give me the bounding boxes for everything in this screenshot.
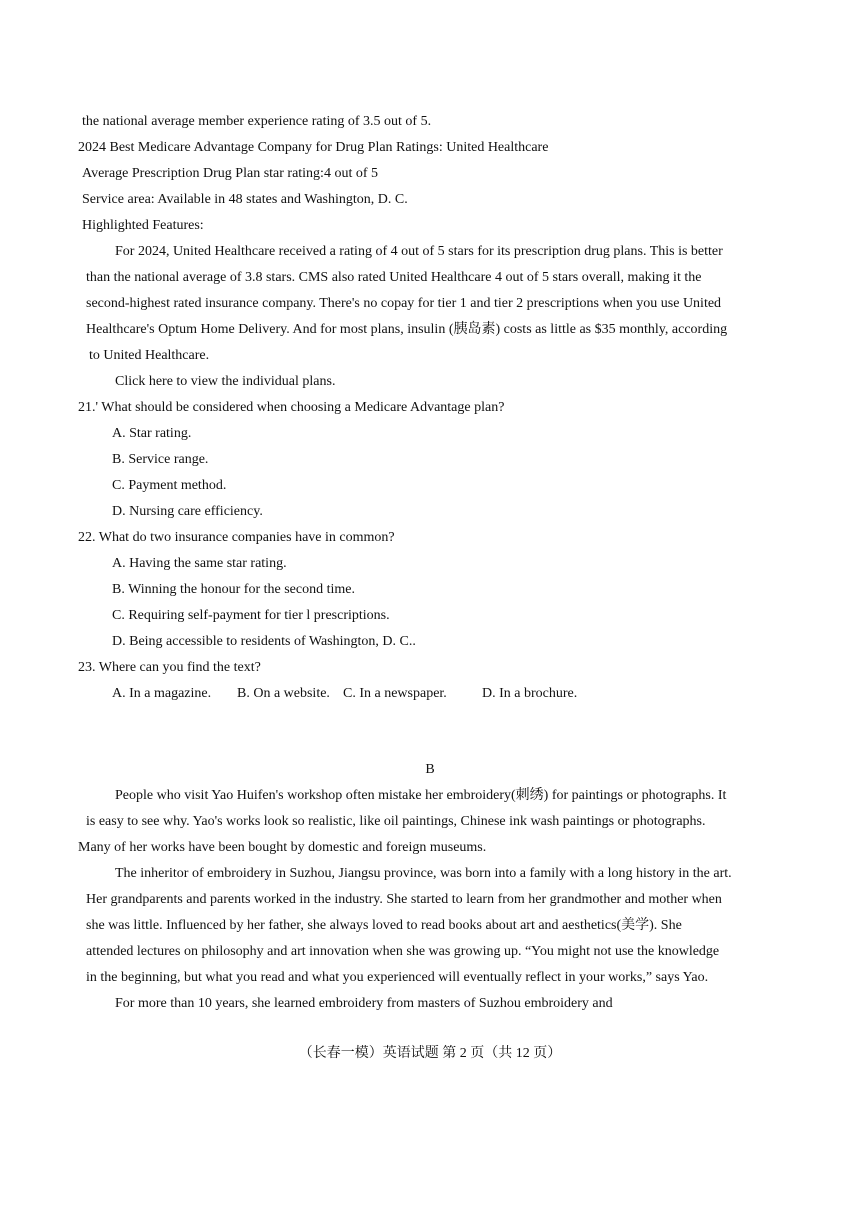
question-21-option-a: A. Star rating. bbox=[112, 426, 192, 441]
question-23-stem: 23. Where can you find the text? bbox=[78, 660, 261, 675]
question-22-option-c: C. Requiring self-payment for tier l prescriptions. bbox=[112, 608, 390, 623]
passage-a-line-4: Service area: Available in 48 states and Washington, D. C. bbox=[82, 192, 408, 207]
passage-a-line-3: Average Prescription Drug Plan star rating:4 out of 5 bbox=[82, 166, 379, 181]
question-23-option-d: D. In a brochure. bbox=[482, 686, 578, 701]
question-22-option-b: B. Winning the honour for the second time. bbox=[112, 582, 355, 597]
passage-a-line-1: the national average member experience rating of 3.5 out of 5. bbox=[82, 114, 432, 129]
passage-a-line-11: Click here to view the individual plans. bbox=[115, 374, 336, 389]
question-22-option-a: A. Having the same star rating. bbox=[112, 556, 287, 571]
passage-b-line-4: The inheritor of embroidery in Suzhou, Jiangsu province, was born into a family with a long history in the art. bbox=[115, 866, 732, 881]
passage-b-line-5: Her grandparents and parents worked in the industry. She started to learn from her grandmother and mother when bbox=[86, 892, 722, 907]
passage-a-line-9: Healthcare's Optum Home Delivery. And for most plans, insulin (胰岛素) costs as little as $35 monthly, according bbox=[86, 322, 728, 337]
passage-b-title: B bbox=[425, 762, 435, 777]
passage-b-line-1: People who visit Yao Huifen's workshop often mistake her embroidery(刺绣) for paintings or photographs. It bbox=[115, 788, 727, 803]
passage-a-line-10: to United Healthcare. bbox=[89, 348, 210, 363]
question-21-option-c: C. Payment method. bbox=[112, 478, 227, 493]
question-23-option-c: C. In a newspaper. bbox=[343, 686, 447, 701]
question-21-option-d: D. Nursing care efficiency. bbox=[112, 504, 263, 519]
passage-b-line-3: Many of her works have been bought by domestic and foreign museums. bbox=[78, 840, 487, 855]
passage-a-line-7: than the national average of 3.8 stars. CMS also rated United Healthcare 4 out of 5 stars overall, making it the bbox=[86, 270, 702, 285]
question-23-option-a: A. In a magazine. bbox=[112, 686, 212, 701]
question-22-option-d: D. Being accessible to residents of Washington, D. C.. bbox=[112, 634, 416, 649]
passage-a-line-8: second-highest rated insurance company. There's no copay for tier 1 and tier 2 prescriptions when you use United bbox=[86, 296, 722, 311]
question-21-option-b: B. Service range. bbox=[112, 452, 209, 467]
passage-b-line-8: in the beginning, but what you read and what you experienced will eventually reflect in your works,” says Yao. bbox=[86, 970, 709, 985]
passage-a-line-6: For 2024, United Healthcare received a rating of 4 out of 5 stars for its prescription drug plans. This is better bbox=[115, 244, 723, 259]
passage-b-line-9: For more than 10 years, she learned embroidery from masters of Suzhou embroidery and bbox=[115, 996, 613, 1011]
question-21-stem: 21.' What should be considered when choosing a Medicare Advantage plan? bbox=[78, 400, 505, 415]
question-23-option-b: B. On a website. bbox=[237, 686, 330, 701]
passage-b-line-7: attended lectures on philosophy and art innovation when she was growing up. “You might not use the knowledge bbox=[86, 944, 720, 959]
page-footer: （长春一模）英语试题 第 2 页（共 12 页） bbox=[298, 1046, 562, 1061]
passage-b-line-2: is easy to see why. Yao's works look so realistic, like oil paintings, Chinese ink wash paintings or photographs. bbox=[86, 814, 706, 829]
question-22-stem: 22. What do two insurance companies have in common? bbox=[78, 530, 395, 545]
passage-a-line-5: Highlighted Features: bbox=[82, 218, 204, 233]
passage-b-line-6: she was little. Influenced by her father, she always loved to read books about art and aesthetics(美学). She bbox=[86, 918, 682, 933]
passage-a-line-2: 2024 Best Medicare Advantage Company for Drug Plan Ratings: United Healthcare bbox=[78, 140, 549, 155]
